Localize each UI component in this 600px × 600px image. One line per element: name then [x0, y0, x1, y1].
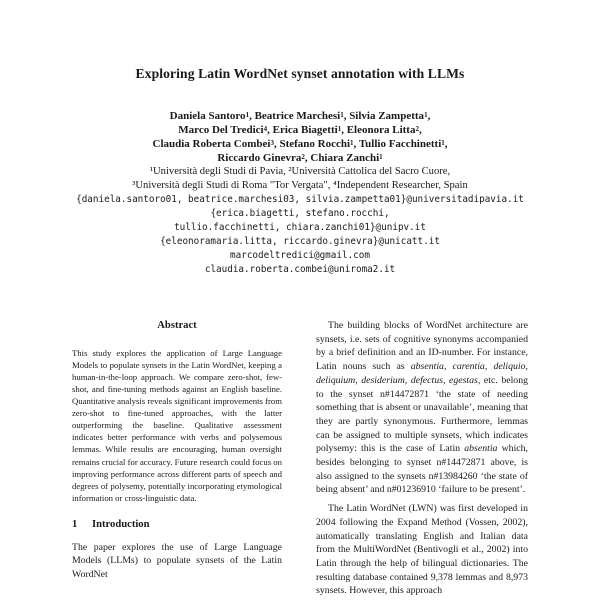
body-text: The building blocks of WordNet architecture are synsets, i.e. sets of cognitive synonyms accompanied by a brief definition and an ID-number. For instance, Latin nouns such as — [316, 320, 528, 373]
email-line: {daniela.santoro01, beatrice.marchesi03, silvia.zampetta01}@universitadipavia.it — [76, 194, 524, 205]
author-name: Riccardo Ginevra — [217, 152, 302, 164]
author-affiliation-sup: 2 — [415, 125, 419, 133]
body-text: belong to the synset n#14472871 ‘the state of needing something that is absent or unavailable’, meaning that they are partly synonymous. Furthermore, lemmas can be assigned to multiple synsets, which indicates polysemy: this is the case of Latin — [316, 374, 529, 455]
section-number: 1 — [72, 518, 78, 530]
section-heading-introduction — [72, 518, 282, 532]
author-name: Tullio Facchinetti — [358, 138, 442, 150]
right-column — [316, 319, 528, 598]
author-name: Stefano Rocchi — [279, 138, 351, 150]
latin-noun: absentia — [410, 361, 444, 373]
author-name: Erica Biagetti — [272, 124, 338, 136]
latin-term: absentia — [464, 443, 498, 455]
body-paragraph — [316, 319, 528, 497]
latin-noun: deliquio — [493, 361, 526, 373]
author-affiliation-sup: 1 — [245, 111, 250, 119]
latin-noun: carentia — [452, 361, 485, 373]
latin-noun-list: absentia, carentia, deliquio, deliquium, desiderium, defectus, egestas, — [316, 361, 528, 386]
author-line: Marco Del Tredici$^4$, Erica Biagetti$^1$, Eleonora Litta$^2$, — [178, 124, 422, 136]
affiliation-block — [0, 165, 600, 193]
email-line: marcodeltredici@gmail.com — [230, 250, 370, 261]
email-line: {eleonoramaria.litta, riccardo.ginevra}@unicatt.it — [160, 236, 440, 247]
email-line: tullio.facchinetti, chiara.zanchi01}@unipv.it — [174, 222, 426, 233]
email-block — [0, 193, 600, 277]
author-affiliation-sup: 2 — [301, 153, 305, 161]
latin-noun: defectus — [410, 374, 443, 386]
latin-noun: deliquium — [316, 374, 356, 386]
author-affiliation-sup: 4 — [263, 125, 268, 133]
author-name: Silvia Zampetta — [349, 110, 425, 122]
affiliation-line: ¹Università degli Studi di Pavia, ²Università Cattolica del Sacro Cuore, — [149, 166, 451, 177]
author-name: Claudia Roberta Combei — [152, 138, 271, 150]
author-affiliation-sup: 1 — [424, 111, 428, 119]
author-name: Beatrice Marchesi — [254, 110, 341, 122]
abstract-heading: Abstract — [157, 320, 197, 331]
author-name: Marco Del Tredici — [178, 124, 264, 136]
author-name: Eleonora Litta — [346, 124, 416, 136]
introduction-text: The paper explores the use of Large Language Models (LLMs) to populate synsets of the Latin WordNet — [72, 541, 282, 581]
author-affiliation-sup: 1 — [350, 139, 354, 147]
author-affiliation-sup: 3 — [270, 139, 274, 147]
body-text: which, besides belonging to synset n#14472871 above, is also assigned to the synsets n#13984260 ‘the state of being absent’ and n#01236910 ‘failure to be present’. — [316, 443, 528, 496]
author-name: Daniela Santoro — [169, 110, 246, 122]
email-line: {erica.biagetti, stefano.rocchi, — [210, 208, 390, 219]
author-line: Riccardo Ginevra$^2$, Chiara Zanchi$^1$ — [217, 152, 383, 164]
author-line: Daniela Santoro$^1$, Beatrice Marchesi$^1$, Silvia Zampetta$^1$, — [169, 110, 431, 122]
body-text: etc. — [483, 374, 498, 386]
affiliation-line: ³Università degli Studi di Roma "Tor Vergata", ⁴Independent Researcher, Spain — [132, 179, 468, 191]
latin-noun: desiderium — [361, 374, 405, 386]
author-affiliation-sup: 1 — [337, 125, 342, 133]
section-title: Introduction — [92, 518, 150, 530]
paper-title: Exploring Latin WordNet synset annotation with LLMs — [135, 66, 465, 81]
latin-noun: egestas — [448, 374, 478, 386]
author-block — [0, 109, 600, 165]
left-column — [72, 319, 282, 582]
author-affiliation-sup: 1 — [441, 139, 445, 147]
author-affiliation-sup: 1 — [340, 111, 344, 119]
author-line: Claudia Roberta Combei$^3$, Stefano Rocchi$^1$, Tullio Facchinetti$^1$, — [152, 138, 448, 150]
author-name: Chiara Zanchi — [310, 152, 380, 164]
abstract-text: This study explores the application of Large Language Models to populate synsets in the Latin WordNet, keeping a human-in-the-loop approach. We compare zero-shot, few-shot, and fine-tuning methods against an English baseline. Quantitative analysis reveals significant improvements from zero-shot to fine-tuned approaches, with the latter outperforming the baseline. Qualitative assessment indicates better performance with verbs and polysemous lemmas. While results are encouraging, human oversight remains crucial for accuracy. Future research could focus on improving performance across different parts of speech and degrees of polysemy, potentially incorporating etymological information or cross-linguistic data. — [72, 347, 282, 503]
author-affiliation-sup: 1 — [379, 153, 383, 161]
body-paragraph: The Latin WordNet (LWN) was first developed in 2004 following the Expand Method (Vossen, 2002), automatically translating English and Italian data from the MultiWordNet (Bentivogli et al., 2002) into Latin through the help of bilingual dictionaries. The resulting database contained 9,378 lemmas and 8,973 synsets. However, this approach — [316, 503, 528, 597]
email-line: claudia.roberta.combei@uniroma2.it — [204, 264, 396, 275]
